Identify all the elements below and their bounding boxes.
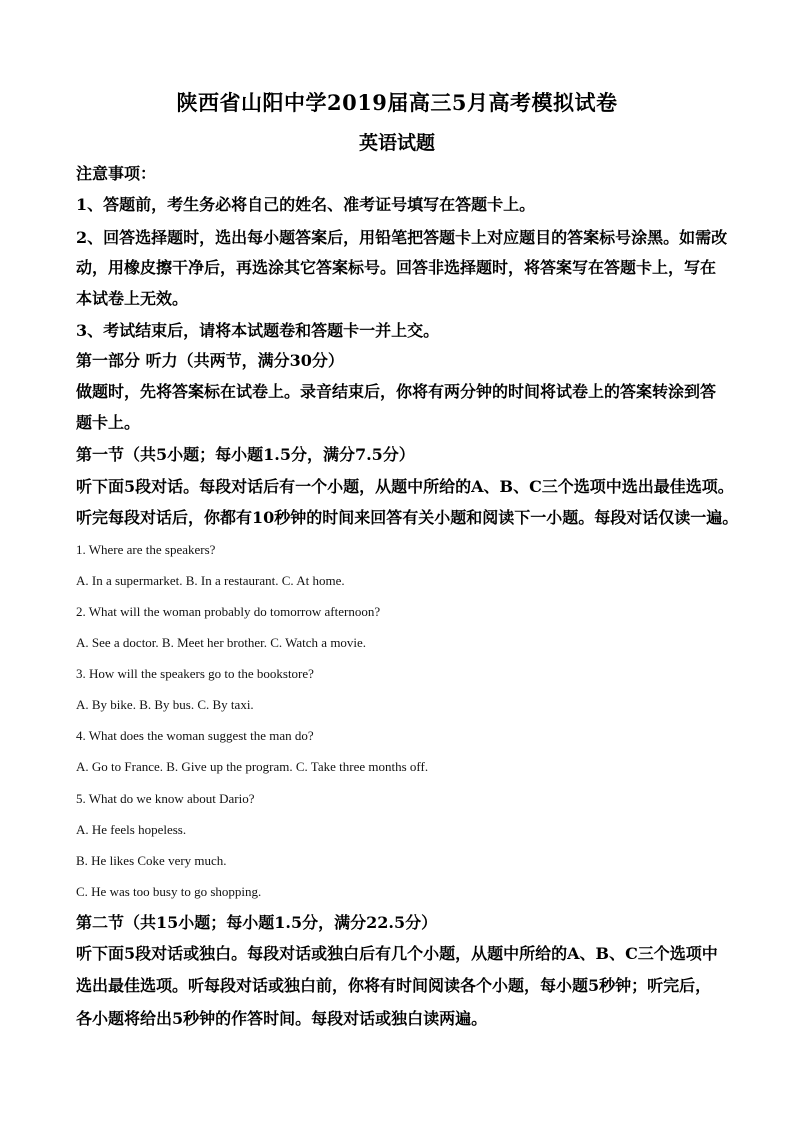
- question-5-option-b: B. He likes Coke very much.: [76, 853, 227, 868]
- notice-item-2-line-3: 本试卷上无效。: [76, 289, 189, 308]
- question-1-options: A. In a supermarket. B. In a restaurant. C. At home.: [76, 573, 345, 588]
- notice-item-1: 1、答题前，考生务必将自己的姓名、准考证号填写在答题卡上。: [76, 195, 536, 214]
- section1-intro-line-1: 听下面5段对话。每段对话后有一个小题，从题中所给的A、B、C三个选项中选出最佳选项。: [76, 477, 734, 496]
- question-4: 4. What does the woman suggest the man do?: [76, 728, 314, 743]
- question-3: 3. How will the speakers go to the bookstore?: [76, 666, 314, 681]
- exam-subtitle: 英语试题: [358, 132, 435, 154]
- question-4-options: A. Go to France. B. Give up the program. C. Take three months off.: [76, 759, 429, 774]
- notice-item-3: 3、考试结束后，请将本试题卷和答题卡一并上交。: [76, 321, 440, 340]
- section2-intro-line-1: 听下面5段对话或独白。每段对话或独白后有几个小题，从题中所给的A、B、C三个选项中: [76, 944, 718, 963]
- section1-intro-line-2: 听完每段对话后，你都有10秒钟的时间来回答有关小题和阅读下一小题。每段对话仅读一遍。: [76, 508, 739, 527]
- part1-intro-line-1: 做题时，先将答案标在试卷上。录音结束后，你将有两分钟的时间将试卷上的答案转涂到答: [76, 382, 717, 401]
- question-3-options: A. By bike. B. By bus. C. By taxi.: [76, 697, 254, 712]
- notice-item-2-line-2: 动，用橡皮擦干净后，再选涂其它答案标号。回答非选择题时，将答案写在答题卡上，写在: [76, 258, 717, 277]
- part1-intro-line-2: 题卡上。: [76, 413, 141, 432]
- notice-heading: 注意事项：: [76, 164, 157, 183]
- question-5-option-a: A. He feels hopeless.: [76, 822, 187, 837]
- question-2-options: A. See a doctor. B. Meet her brother. C. Watch a movie.: [76, 635, 367, 650]
- section1-heading: 第一节（共5小题；每小题1.5分，满分7.5分）: [76, 445, 415, 464]
- exam-title: 陕西省山阳中学2019届高三5月高考模拟试卷: [176, 90, 618, 115]
- question-5-option-c: C. He was too busy to go shopping.: [76, 884, 262, 899]
- question-2: 2. What will the woman probably do tomorrow afternoon?: [76, 604, 381, 619]
- question-1: 1. Where are the speakers?: [76, 542, 216, 557]
- section2-heading: 第二节（共15小题；每小题1.5分，满分22.5分）: [76, 913, 438, 932]
- section2-intro-line-2: 选出最佳选项。听每段对话或独白前，你将有时间阅读各个小题，每小题5秒钟；听完后，: [76, 976, 712, 995]
- section2-intro-line-3: 各小题将给出5秒钟的作答时间。每段对话或独白读两遍。: [76, 1009, 488, 1028]
- question-5: 5. What do we know about Dario?: [76, 791, 255, 806]
- part1-heading: 第一部分 听力（共两节，满分30分）: [76, 351, 344, 370]
- notice-item-2-line-1: 2、回答选择题时，选出每小题答案后，用铅笔把答题卡上对应题目的答案标号涂黑。如需改: [76, 228, 728, 247]
